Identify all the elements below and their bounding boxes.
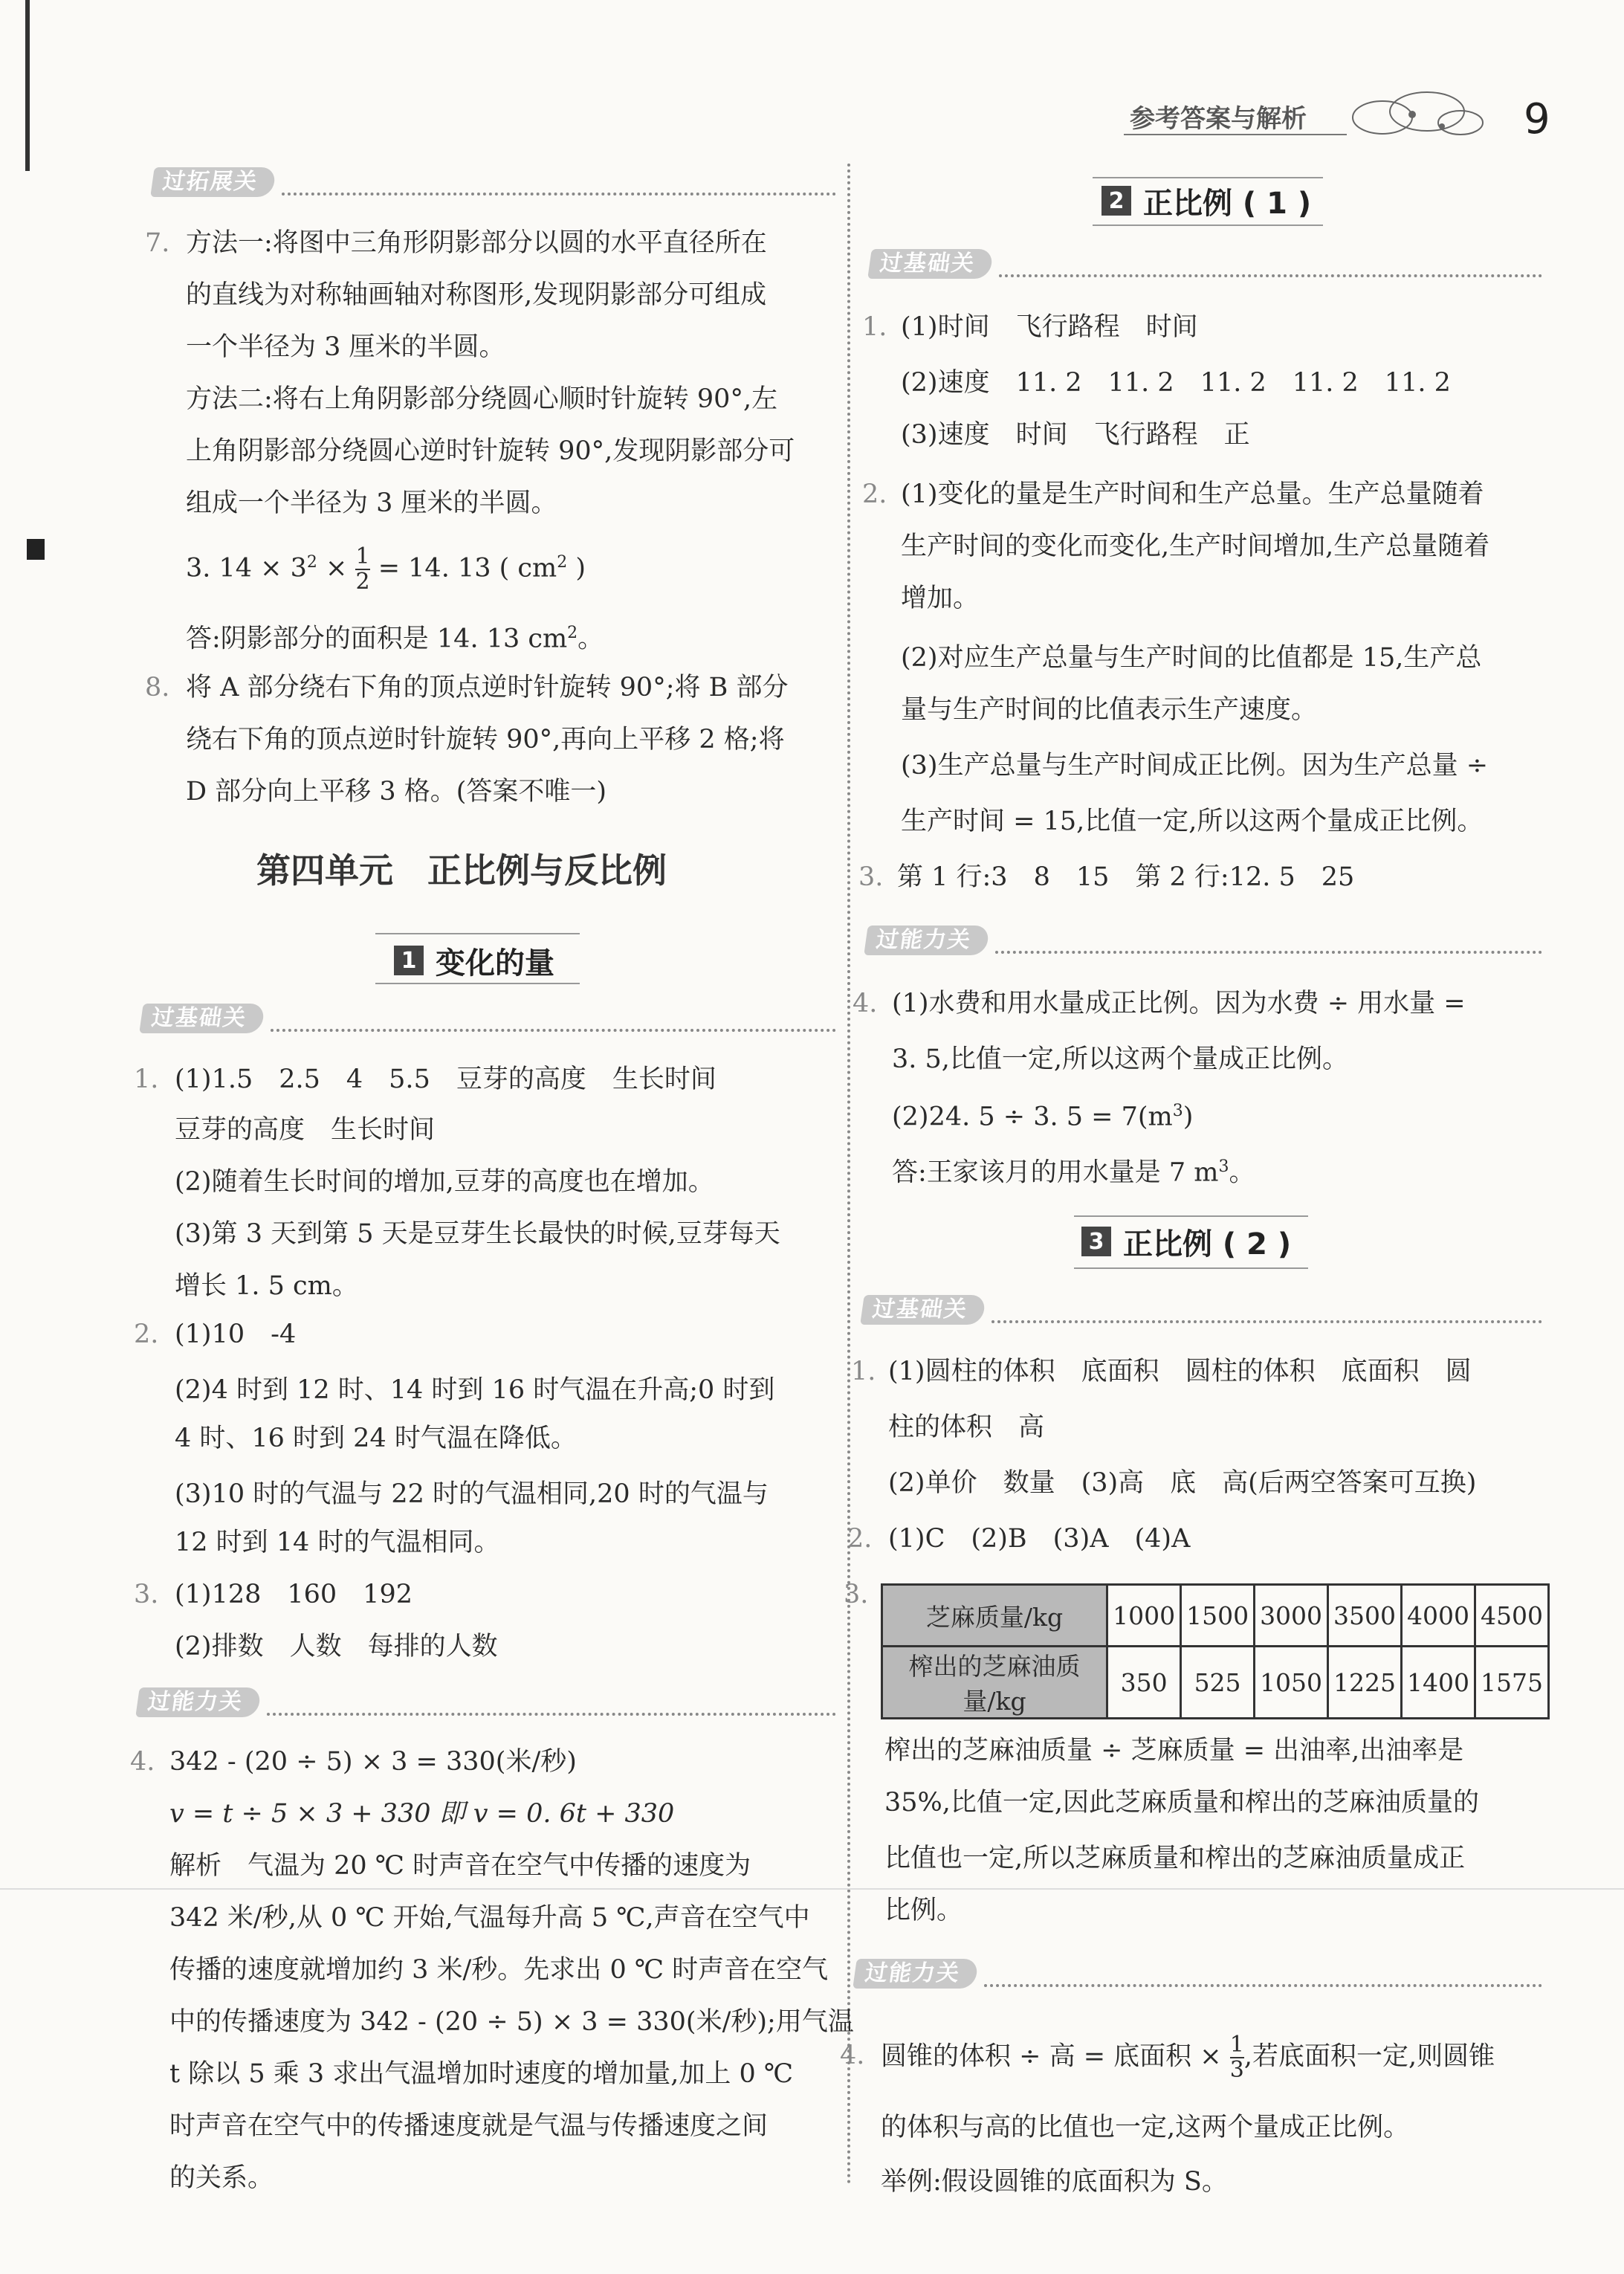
q4-line: 解析 气温为 20 ℃ 时声音在空气中传播的速度为 xyxy=(169,1851,751,1881)
r-q2-line: (3)生产总量与生产时间成正比例。因为生产总量 ÷ xyxy=(901,751,1489,781)
binding-edge-mark xyxy=(27,539,45,560)
r-q1b-line: 柱的体积 高 xyxy=(888,1412,1045,1442)
r-q3-number: 3. xyxy=(858,862,884,892)
table-cell: 4000 xyxy=(1402,1585,1475,1647)
q7-line: 上角阴影部分绕圆心逆时针旋转 90°,发现阴影部分可 xyxy=(186,436,795,466)
table-cell: 3000 xyxy=(1255,1585,1328,1647)
q1-number: 1. xyxy=(134,1065,159,1094)
r-q3b-number: 3. xyxy=(844,1580,869,1609)
q7-line: 一个半径为 3 厘米的半圆。 xyxy=(186,332,505,362)
r-q2-number: 2. xyxy=(862,479,887,509)
r-q4b-number: 4. xyxy=(840,2041,865,2070)
page-number: 9 xyxy=(1524,95,1550,143)
q7-answer: 答:阴影部分的面积是 14. 13 $cm^2$。 xyxy=(186,624,604,654)
table-row-label: 芝麻质量/kg xyxy=(882,1585,1107,1647)
q3-line: (1)128 160 192 xyxy=(175,1580,413,1609)
fraction: $\frac{1}{3}$ xyxy=(1229,2032,1244,2083)
q2-line: (3)10 时的气温与 22 时的气温相同,20 时的气温与 xyxy=(175,1479,769,1509)
q1-line: 增长 1. 5 cm。 xyxy=(175,1271,358,1301)
table-cell: 1050 xyxy=(1255,1647,1328,1719)
r-q4-line: 答:王家该月的用水量是 7 $m^3$。 xyxy=(892,1157,1255,1188)
q2-number: 2. xyxy=(134,1319,159,1349)
lesson-rule xyxy=(1074,1215,1308,1217)
r-q2b-line: (1)C (2)B (3)A (4)A xyxy=(888,1524,1191,1554)
q8-line: 绕右下角的顶点逆时针旋转 90°,再向上平移 2 格;将 xyxy=(186,725,785,755)
table-cell: 1225 xyxy=(1328,1647,1402,1719)
r-q4-line: (2)24. 5 ÷ 3. $5 = 7(m^3)$ xyxy=(892,1102,1194,1132)
lesson-heading-1: 1 变化的量 xyxy=(394,938,554,983)
q7-number: 7. xyxy=(145,228,170,258)
r-q1-line: (1)时间 飞行路程 时间 xyxy=(901,312,1198,342)
r-q1-number: 1. xyxy=(862,312,887,342)
r-q3b-line: 榨出的芝麻油质量 ÷ 芝麻质量 = 出油率,出油率是 xyxy=(884,1736,1464,1766)
table-row xyxy=(882,1647,1549,1719)
q2-line: (1)10 -4 xyxy=(175,1319,297,1349)
r-q1b-number: 1. xyxy=(851,1357,876,1386)
q4-line: 342 - (20 ÷ 5) × 3 = 330(米/秒) xyxy=(169,1747,577,1777)
q7-line: 的直线为对称轴画轴对称图形,发现阴影部分可组成 xyxy=(186,280,767,310)
header-title: 参考答案与解析 xyxy=(1130,104,1307,134)
q7-line: 组成一个半径为 3 厘米的半圆。 xyxy=(186,488,557,518)
q8-number: 8. xyxy=(145,673,170,702)
table-row-label: 榨出的芝麻油质量/kg xyxy=(882,1647,1107,1719)
r-q2-line: 增加。 xyxy=(901,584,980,613)
q4-line: 时声音在空气中的传播速度就是气温与传播速度之间 xyxy=(169,2111,769,2141)
r-q2-line: 生产时间的变化而变化,生产时间增加,生产总量随着 xyxy=(901,532,1490,561)
q7-line: 方法二:将右上角阴影部分绕圆心顺时针旋转 90°,左 xyxy=(186,384,778,414)
table-cell: 1500 xyxy=(1181,1585,1255,1647)
lesson-rule xyxy=(1093,225,1323,226)
r-q3b-line: 35%,比值一定,因此芝麻质量和榨出的芝麻油质量的 xyxy=(884,1788,1480,1818)
q3-number: 3. xyxy=(134,1580,159,1609)
lesson-rule xyxy=(375,933,580,934)
q7-line: 方法一:将图中三角形阴影部分以圆的水平直径所在 xyxy=(186,228,767,258)
q8-line: D 部分向上平移 3 格。(答案不唯一) xyxy=(186,777,607,807)
tag-ability: 过能力关 xyxy=(855,1959,1542,1989)
r-q1-line: (2)速度 11. 2 11. 2 11. 2 11. 2 11. 2 xyxy=(901,368,1451,398)
q7-calculation: 3. $14 \times 3^2$ × $\frac{1}{2}$ = 14. 13 ( $cm^2$ ) xyxy=(186,543,586,595)
tag-basic: 过基础关 xyxy=(862,1295,1542,1325)
r-q3b-line: 比例。 xyxy=(884,1896,963,1925)
lesson-rule xyxy=(1074,1267,1308,1269)
r-q1-line: (3)速度 时间 飞行路程 正 xyxy=(901,420,1250,450)
r-q4b-line: 圆锥的体积 ÷ 高 = 底面积 × $\frac{1}{3}$ ,若底面积一定,则圆锥 xyxy=(881,2032,1495,2083)
q1-line: 豆芽的高度 生长时间 xyxy=(175,1115,436,1145)
q2-line: (2)4 时到 12 时、14 时到 16 时气温在升高;0 时到 xyxy=(175,1375,775,1405)
r-q3b-line: 比值也一定,所以芝麻质量和榨出的芝麻油质量成正 xyxy=(884,1844,1466,1873)
r-q2-line: (1)变化的量是生产时间和生产总量。生产总量随着 xyxy=(901,479,1484,509)
header-decoration-icon xyxy=(1338,82,1494,149)
q4-line: 的关系。 xyxy=(169,2163,274,2193)
tag-extend: 过拓展关 xyxy=(152,167,836,197)
q4-line: t 除以 5 乘 3 求出气温增加时速度的增加量,加上 0 ℃ xyxy=(169,2059,794,2089)
r-q3-line: 第 1 行:3 8 15 第 2 行:12. 5 25 xyxy=(897,862,1355,892)
tag-ability: 过能力关 xyxy=(866,926,1542,955)
tag-ability: 过能力关 xyxy=(138,1687,836,1717)
lesson-heading-3: 3 正比例 ( 2 ) xyxy=(1081,1219,1291,1264)
r-q2-line: 生产时间 = 15,比值一定,所以这两个量成正比例。 xyxy=(901,807,1484,836)
r-q4b-line: 的体积与高的比值也一定,这两个量成正比例。 xyxy=(881,2113,1410,2142)
q4-line: v = t ÷ 5 × 3 + 330 即 v = 0. 6t + 330 xyxy=(169,1799,675,1829)
sesame-table xyxy=(881,1583,1550,1719)
r-q4-number: 4. xyxy=(853,989,878,1018)
lesson-heading-2: 2 正比例 ( 1 ) xyxy=(1101,178,1311,223)
table-row xyxy=(882,1585,1549,1647)
r-q2-line: 量与生产时间的比值表示生产速度。 xyxy=(901,695,1318,725)
r-q2-line: (2)对应生产总量与生产时间的比值都是 15,生产总 xyxy=(901,643,1482,673)
table-cell: 1000 xyxy=(1107,1585,1181,1647)
page-fold-line xyxy=(0,1888,1624,1890)
unit-title: 第四单元 正比例与反比例 xyxy=(256,850,667,891)
table-cell: 525 xyxy=(1181,1647,1255,1719)
q4-number: 4. xyxy=(130,1747,155,1777)
table-cell: 1575 xyxy=(1475,1647,1549,1719)
table-cell: 4500 xyxy=(1475,1585,1549,1647)
fraction: $\frac{1}{2}$ xyxy=(355,543,370,595)
r-q1b-line: (2)单价 数量 (3)高 底 高(后两空答案可互换) xyxy=(888,1468,1477,1498)
q2-line: 4 时、16 时到 24 时气温在降低。 xyxy=(175,1424,577,1453)
table-cell: 350 xyxy=(1107,1647,1181,1719)
q3-line: (2)排数 人数 每排的人数 xyxy=(175,1632,498,1661)
q4-line: 342 米/秒,从 0 ℃ 开始,气温每升高 5 ℃,声音在空气中 xyxy=(169,1903,810,1933)
lesson-rule xyxy=(375,983,580,984)
q1-line: (2)随着生长时间的增加,豆芽的高度也在增加。 xyxy=(175,1167,714,1197)
q1-line: (3)第 3 天到第 5 天是豆芽生长最快的时候,豆芽每天 xyxy=(175,1219,780,1249)
r-q4b-line: 举例:假设圆锥的底面积为 S。 xyxy=(881,2167,1228,2197)
r-q4-line: 3. 5,比值一定,所以这两个量成正比例。 xyxy=(892,1044,1349,1074)
q2-line: 12 时到 14 时的气温相同。 xyxy=(175,1528,500,1557)
r-q2b-number: 2. xyxy=(847,1524,873,1554)
q4-line: 中的传播速度为 342 - (20 ÷ 5) × 3 = 330(米/秒);用气温 xyxy=(169,2007,854,2037)
tag-basic: 过基础关 xyxy=(870,249,1542,279)
q8-line: 将 A 部分绕右下角的顶点逆时针旋转 90°;将 B 部分 xyxy=(186,673,789,702)
binding-edge-line xyxy=(25,0,30,171)
r-q1b-line: (1)圆柱的体积 底面积 圆柱的体积 底面积 圆 xyxy=(888,1357,1472,1386)
table-cell: 1400 xyxy=(1402,1647,1475,1719)
column-divider xyxy=(847,164,850,2186)
table-cell: 3500 xyxy=(1328,1585,1402,1647)
r-q4-line: (1)水费和用水量成正比例。因为水费 ÷ 用水量 = xyxy=(892,989,1466,1018)
q1-line: (1)1.5 2.5 4 5.5 豆芽的高度 生长时间 xyxy=(175,1065,716,1094)
header-underline xyxy=(1124,134,1347,135)
q4-line: 传播的速度就增加约 3 米/秒。先求出 0 ℃ 时声音在空气 xyxy=(169,1955,829,1985)
tag-basic: 过基础关 xyxy=(141,1004,836,1033)
